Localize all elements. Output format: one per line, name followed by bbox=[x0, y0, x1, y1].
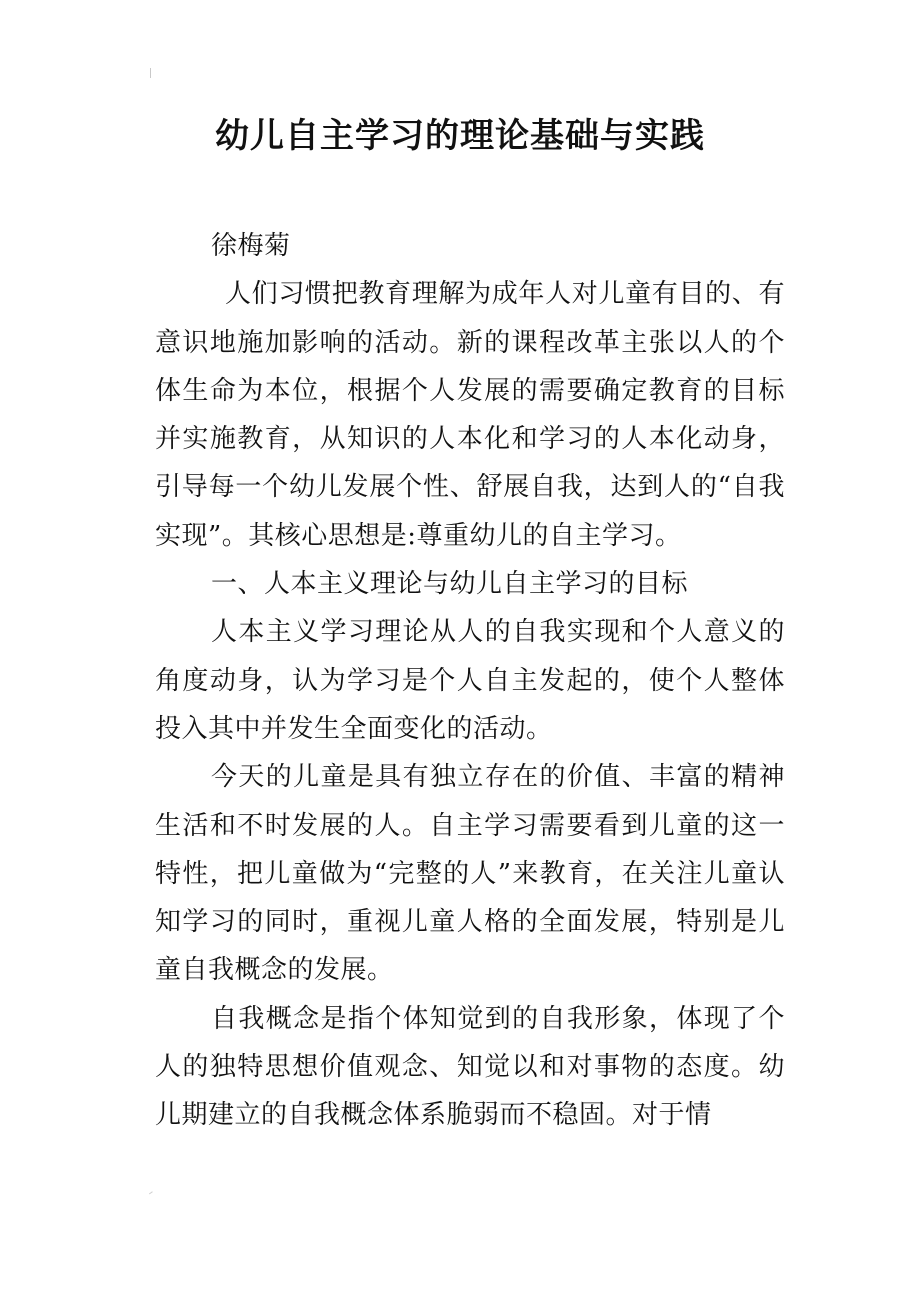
document-body bbox=[155, 222, 785, 1140]
body-paragraph: 人本主义学习理论从人的自我实现和个人意义的角度动身，认为学习是个人自主发起的，使个人整体投入其中并发生全面变化的活动。 bbox=[155, 617, 785, 744]
corner-mark-top bbox=[150, 68, 157, 78]
corner-mark-bottom bbox=[149, 1191, 155, 1197]
body-paragraph: 今天的儿童是具有独立存在的价值、丰富的精神生活和不时发展的人。自主学习需要看到儿童的这一特性，把儿童做为“完整的人”来教育，在关注儿童认知学习的同时，重视儿童人格的全面发展，特别是儿童自我概念的发展。 bbox=[155, 762, 785, 986]
body-paragraph: 人们习惯把教育理解为成年人对儿童有目的、有意识地施加影响的活动。新的课程改革主张以人的个体生命为本位，根据个人发展的需要确定教育的目标并实施教育，从知识的人本化和学习的人本化动身，引导每一个幼儿发展个性、舒展自我，达到人的“自我实现”。其核心思想是:尊重幼儿的自主学习。 bbox=[155, 279, 785, 551]
author-name: 徐梅菊 bbox=[211, 231, 291, 261]
body-paragraph: 自我概念是指个体知觉到的自我形象，体现了个人的独特思想价值观念、知觉以和对事物的态度。幼儿期建立的自我概念体系脆弱而不稳固。对于情 bbox=[155, 1003, 785, 1131]
section-heading: 一、人本主义理论与幼儿自主学习的目标 bbox=[211, 569, 689, 600]
document-title: 幼儿自主学习的理论基础与实践 bbox=[215, 116, 705, 156]
